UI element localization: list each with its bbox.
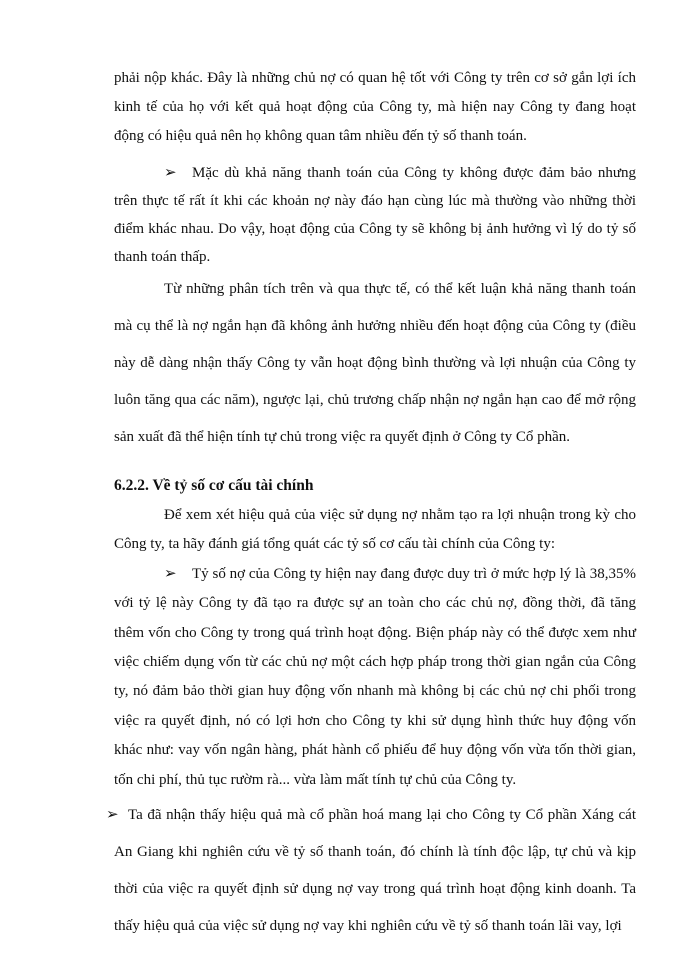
bullet-text: Tỷ số nợ của Công ty hiện nay đang được duy trì ở mức hợp lý là 38,35% với tỷ lệ này Công ty đã tạo ra được sự an toàn cho các chủ nợ, đồng thời, đã tăng thêm vốn cho Công ty trong quá trình hoạt động. Biện pháp này có thể được xem như việc chiếm dụng vốn từ các chủ nợ một cách hợp pháp trong thời gian ngắn của Công ty, nó đảm bảo thời gian huy động vốn nhanh mà không bị các chủ nợ chi phối trong việc ra quyết định, nó có lợi hơn cho Công ty khi sử dụng hình thức huy động vốn khác như: vay vốn ngân hàng, phát hành cổ phiếu để huy động vốn vừa tốn thời gian, tốn chi phí, thủ tục rườm rà... vừa làm mất tính tự chủ của Công ty.: [114, 565, 636, 788]
bullet-paragraph-equitization-effect: [106, 797, 636, 945]
bullet-text: Mặc dù khả năng thanh toán của Công ty không được đảm bảo nhưng trên thực tế rất ít khi các khoản nợ này đáo hạn cùng lúc mà thường vào những thời điểm khác nhau. Do vậy, hoạt động của Công ty sẽ không bị ảnh hưởng vì lý do tỷ số thanh toán thấp.: [114, 165, 636, 265]
section-heading: 6.2.2. Về tỷ số cơ cấu tài chính: [114, 477, 314, 494]
bullet-text: Ta đã nhận thấy hiệu quả mà cổ phần hoá mang lại cho Công ty Cổ phần Xáng cát An Giang khi nghiên cứu về tỷ số thanh toán, đó chính là tính độc lập, tự chủ và kịp thời của việc ra quyết định sử dụng nợ vay trong quá trình hoạt động kinh doanh. Ta thấy hiệu quả của việc sử dụng nợ vay khi nghiên cứu về tỷ số thanh toán lãi vay, lợi: [114, 807, 636, 935]
arrow-bullet-icon: ➢: [106, 807, 119, 824]
paragraph-intro-financial-structure: Để xem xét hiệu quả của việc sử dụng nợ nhằm tạo ra lợi nhuận trong kỳ cho Công ty, ta hãy đánh giá tổng quát các tỷ số cơ cấu tài chính của Công ty:: [114, 507, 636, 553]
bullet-paragraph-payment-ability: [114, 159, 636, 271]
paragraph-conclusion: Từ những phân tích trên và qua thực tế, có thể kết luận khả năng thanh toán mà cụ thể là nợ ngắn hạn đã không ảnh hưởng nhiều đến hoạt động của Công ty (điều này dễ dàng nhận thấy Công ty vẫn hoạt động bình thường và lợi nhuận của Công ty luôn tăng qua các năm), ngược lại, chủ trương chấp nhận nợ ngắn hạn cao để mở rộng sản xuất đã thể hiện tính tự chủ trong việc ra quyết định ở Công ty Cổ phần.: [114, 281, 636, 445]
arrow-bullet-icon: ➢: [164, 565, 177, 582]
paragraph-continuation: phải nộp khác. Đây là những chủ nợ có quan hệ tốt với Công ty trên cơ sở gắn lợi ích kinh tế của họ với kết quả hoạt động của Công ty, mà hiện nay Công ty đang hoạt động có hiệu quả nên họ không quan tâm nhiều đến tỷ số thanh toán.: [114, 70, 636, 144]
bullet-paragraph-debt-ratio: [114, 560, 636, 795]
arrow-bullet-icon: ➢: [164, 165, 177, 181]
